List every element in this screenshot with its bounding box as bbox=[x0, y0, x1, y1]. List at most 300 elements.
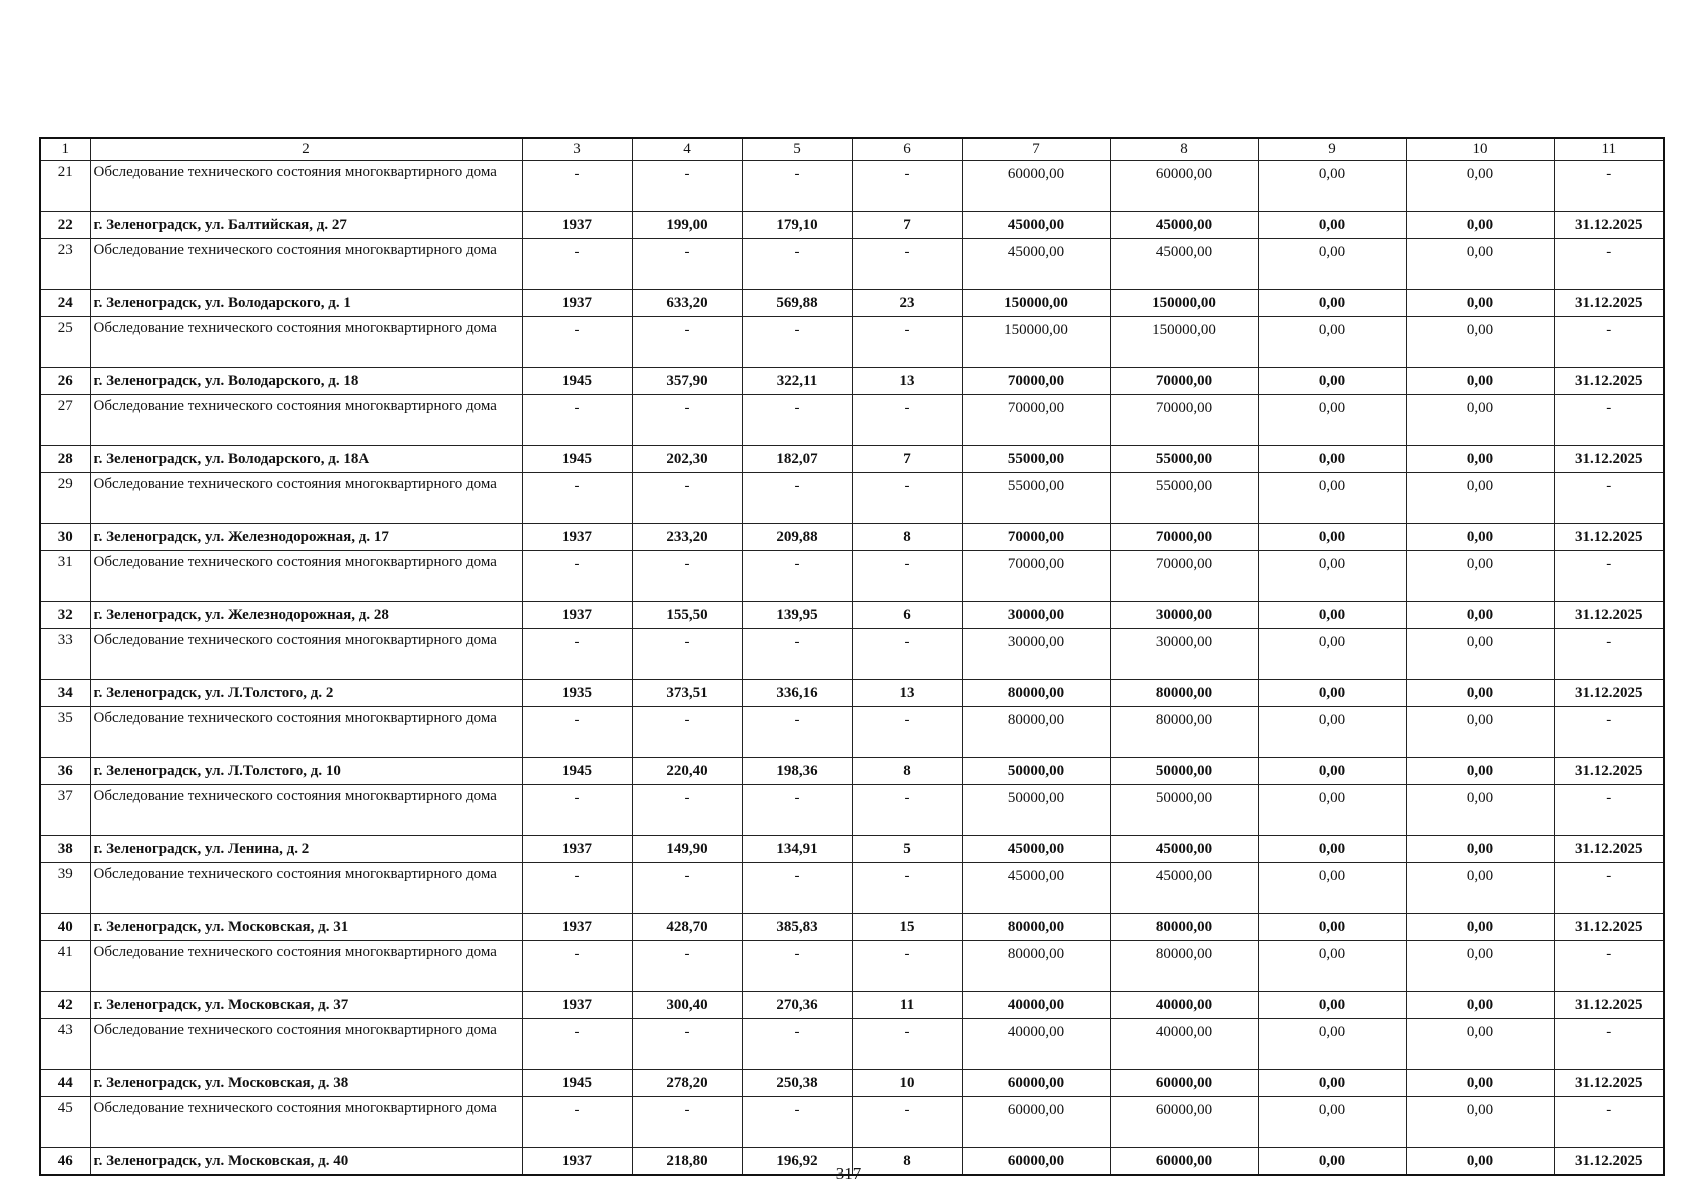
column-number-cell: 8 bbox=[1110, 138, 1258, 161]
fund-cost-cell: 45000,00 bbox=[1110, 212, 1258, 239]
other-cost-cell: 0,00 bbox=[1406, 317, 1554, 368]
residents-cell: 15 bbox=[852, 914, 962, 941]
total-cost-cell: 70000,00 bbox=[962, 368, 1110, 395]
year-built-cell: 1945 bbox=[522, 758, 632, 785]
other-cost-cell: 0,00 bbox=[1406, 1097, 1554, 1148]
fund-cost-cell: 80000,00 bbox=[1110, 914, 1258, 941]
total-area-cell: - bbox=[632, 395, 742, 446]
year-built-cell: 1937 bbox=[522, 290, 632, 317]
year-built-cell: 1937 bbox=[522, 992, 632, 1019]
total-area-cell: - bbox=[632, 629, 742, 680]
fund-cost-cell: 70000,00 bbox=[1110, 395, 1258, 446]
item-name-cell: г. Зеленоградск, ул. Балтийская, д. 27 bbox=[90, 212, 522, 239]
year-built-cell: - bbox=[522, 629, 632, 680]
item-name-cell: г. Зеленоградск, ул. Железнодорожная, д. 28 bbox=[90, 602, 522, 629]
other-cost-cell: 0,00 bbox=[1406, 212, 1554, 239]
address-row bbox=[40, 836, 1664, 863]
total-cost-cell: 45000,00 bbox=[962, 239, 1110, 290]
row-number-cell: 39 bbox=[40, 863, 90, 914]
budget-cost-cell: 0,00 bbox=[1258, 551, 1406, 602]
living-area-cell: 250,38 bbox=[742, 1070, 852, 1097]
total-cost-cell: 30000,00 bbox=[962, 602, 1110, 629]
page-number: 317 bbox=[835, 1164, 862, 1183]
fund-cost-cell: 70000,00 bbox=[1110, 368, 1258, 395]
total-area-cell: 218,80 bbox=[632, 1148, 742, 1176]
fund-cost-cell: 60000,00 bbox=[1110, 1097, 1258, 1148]
item-name-cell: г. Зеленоградск, ул. Володарского, д. 18 bbox=[90, 368, 522, 395]
budget-cost-cell: 0,00 bbox=[1258, 836, 1406, 863]
residents-cell: - bbox=[852, 239, 962, 290]
budget-cost-cell: 0,00 bbox=[1258, 368, 1406, 395]
total-area-cell: - bbox=[632, 317, 742, 368]
address-row bbox=[40, 680, 1664, 707]
row-number-cell: 43 bbox=[40, 1019, 90, 1070]
living-area-cell: 139,95 bbox=[742, 602, 852, 629]
deadline-cell: 31.12.2025 bbox=[1554, 836, 1664, 863]
fund-cost-cell: 45000,00 bbox=[1110, 863, 1258, 914]
residents-cell: - bbox=[852, 941, 962, 992]
fund-cost-cell: 40000,00 bbox=[1110, 1019, 1258, 1070]
work-item-row bbox=[40, 941, 1664, 992]
deadline-cell: - bbox=[1554, 1019, 1664, 1070]
address-row bbox=[40, 524, 1664, 551]
total-cost-cell: 70000,00 bbox=[962, 524, 1110, 551]
residents-cell: 7 bbox=[852, 446, 962, 473]
year-built-cell: - bbox=[522, 1019, 632, 1070]
other-cost-cell: 0,00 bbox=[1406, 602, 1554, 629]
item-name-cell: Обследование технического состояния многоквартирного дома bbox=[90, 317, 522, 368]
total-area-cell: - bbox=[632, 473, 742, 524]
work-item-row bbox=[40, 785, 1664, 836]
item-name-cell: г. Зеленоградск, ул. Л.Толстого, д. 2 bbox=[90, 680, 522, 707]
row-number-cell: 23 bbox=[40, 239, 90, 290]
column-number-cell: 6 bbox=[852, 138, 962, 161]
living-area-cell: 385,83 bbox=[742, 914, 852, 941]
other-cost-cell: 0,00 bbox=[1406, 863, 1554, 914]
budget-cost-cell: 0,00 bbox=[1258, 707, 1406, 758]
other-cost-cell: 0,00 bbox=[1406, 1070, 1554, 1097]
living-area-cell: 134,91 bbox=[742, 836, 852, 863]
residents-cell: 7 bbox=[852, 212, 962, 239]
fund-cost-cell: 30000,00 bbox=[1110, 629, 1258, 680]
deadline-cell: 31.12.2025 bbox=[1554, 524, 1664, 551]
budget-cost-cell: 0,00 bbox=[1258, 1148, 1406, 1176]
deadline-cell: - bbox=[1554, 629, 1664, 680]
fund-cost-cell: 70000,00 bbox=[1110, 551, 1258, 602]
work-item-row bbox=[40, 1019, 1664, 1070]
budget-cost-cell: 0,00 bbox=[1258, 239, 1406, 290]
total-area-cell: - bbox=[632, 161, 742, 212]
year-built-cell: - bbox=[522, 239, 632, 290]
total-area-cell: - bbox=[632, 863, 742, 914]
work-item-row bbox=[40, 863, 1664, 914]
row-number-cell: 35 bbox=[40, 707, 90, 758]
row-number-cell: 41 bbox=[40, 941, 90, 992]
year-built-cell: - bbox=[522, 395, 632, 446]
total-cost-cell: 150000,00 bbox=[962, 290, 1110, 317]
fund-cost-cell: 150000,00 bbox=[1110, 290, 1258, 317]
budget-cost-cell: 0,00 bbox=[1258, 629, 1406, 680]
fund-cost-cell: 60000,00 bbox=[1110, 161, 1258, 212]
fund-cost-cell: 40000,00 bbox=[1110, 992, 1258, 1019]
other-cost-cell: 0,00 bbox=[1406, 368, 1554, 395]
total-area-cell: - bbox=[632, 239, 742, 290]
other-cost-cell: 0,00 bbox=[1406, 836, 1554, 863]
other-cost-cell: 0,00 bbox=[1406, 161, 1554, 212]
item-name-cell: Обследование технического состояния многоквартирного дома bbox=[90, 863, 522, 914]
total-cost-cell: 80000,00 bbox=[962, 914, 1110, 941]
residents-cell: - bbox=[852, 785, 962, 836]
budget-cost-cell: 0,00 bbox=[1258, 1019, 1406, 1070]
item-name-cell: Обследование технического состояния многоквартирного дома bbox=[90, 629, 522, 680]
deadline-cell: - bbox=[1554, 941, 1664, 992]
total-cost-cell: 80000,00 bbox=[962, 680, 1110, 707]
other-cost-cell: 0,00 bbox=[1406, 680, 1554, 707]
fund-cost-cell: 55000,00 bbox=[1110, 473, 1258, 524]
address-row bbox=[40, 758, 1664, 785]
year-built-cell: 1945 bbox=[522, 368, 632, 395]
row-number-cell: 44 bbox=[40, 1070, 90, 1097]
row-number-cell: 28 bbox=[40, 446, 90, 473]
document-table bbox=[39, 137, 1665, 1176]
item-name-cell: Обследование технического состояния многоквартирного дома bbox=[90, 239, 522, 290]
residents-cell: - bbox=[852, 629, 962, 680]
column-number-cell: 11 bbox=[1554, 138, 1664, 161]
year-built-cell: - bbox=[522, 707, 632, 758]
year-built-cell: - bbox=[522, 473, 632, 524]
item-name-cell: Обследование технического состояния многоквартирного дома bbox=[90, 551, 522, 602]
item-name-cell: Обследование технического состояния многоквартирного дома bbox=[90, 1097, 522, 1148]
deadline-cell: - bbox=[1554, 707, 1664, 758]
deadline-cell: 31.12.2025 bbox=[1554, 446, 1664, 473]
row-number-cell: 38 bbox=[40, 836, 90, 863]
item-name-cell: г. Зеленоградск, ул. Железнодорожная, д. 17 bbox=[90, 524, 522, 551]
other-cost-cell: 0,00 bbox=[1406, 629, 1554, 680]
living-area-cell: - bbox=[742, 551, 852, 602]
residents-cell: 5 bbox=[852, 836, 962, 863]
address-row bbox=[40, 602, 1664, 629]
budget-cost-cell: 0,00 bbox=[1258, 290, 1406, 317]
budget-cost-cell: 0,00 bbox=[1258, 941, 1406, 992]
other-cost-cell: 0,00 bbox=[1406, 785, 1554, 836]
total-cost-cell: 70000,00 bbox=[962, 395, 1110, 446]
total-cost-cell: 40000,00 bbox=[962, 992, 1110, 1019]
living-area-cell: 336,16 bbox=[742, 680, 852, 707]
total-area-cell: - bbox=[632, 551, 742, 602]
deadline-cell: - bbox=[1554, 161, 1664, 212]
total-area-cell: - bbox=[632, 707, 742, 758]
living-area-cell: 209,88 bbox=[742, 524, 852, 551]
budget-cost-cell: 0,00 bbox=[1258, 914, 1406, 941]
budget-cost-cell: 0,00 bbox=[1258, 473, 1406, 524]
total-area-cell: 233,20 bbox=[632, 524, 742, 551]
living-area-cell: 196,92 bbox=[742, 1148, 852, 1176]
fund-cost-cell: 50000,00 bbox=[1110, 785, 1258, 836]
column-number-cell: 1 bbox=[40, 138, 90, 161]
deadline-cell: - bbox=[1554, 551, 1664, 602]
residents-cell: - bbox=[852, 317, 962, 368]
total-area-cell: 220,40 bbox=[632, 758, 742, 785]
item-name-cell: г. Зеленоградск, ул. Володарского, д. 1 bbox=[90, 290, 522, 317]
year-built-cell: - bbox=[522, 551, 632, 602]
fund-cost-cell: 80000,00 bbox=[1110, 941, 1258, 992]
work-item-row bbox=[40, 161, 1664, 212]
address-row bbox=[40, 212, 1664, 239]
budget-cost-cell: 0,00 bbox=[1258, 395, 1406, 446]
other-cost-cell: 0,00 bbox=[1406, 239, 1554, 290]
column-number-cell: 9 bbox=[1258, 138, 1406, 161]
residents-cell: - bbox=[852, 863, 962, 914]
item-name-cell: г. Зеленоградск, ул. Володарского, д. 18А bbox=[90, 446, 522, 473]
fund-cost-cell: 70000,00 bbox=[1110, 524, 1258, 551]
year-built-cell: 1937 bbox=[522, 602, 632, 629]
year-built-cell: - bbox=[522, 785, 632, 836]
total-cost-cell: 60000,00 bbox=[962, 1097, 1110, 1148]
deadline-cell: 31.12.2025 bbox=[1554, 368, 1664, 395]
residents-cell: - bbox=[852, 1019, 962, 1070]
item-name-cell: г. Зеленоградск, ул. Московская, д. 38 bbox=[90, 1070, 522, 1097]
year-built-cell: - bbox=[522, 317, 632, 368]
item-name-cell: Обследование технического состояния многоквартирного дома bbox=[90, 395, 522, 446]
other-cost-cell: 0,00 bbox=[1406, 446, 1554, 473]
other-cost-cell: 0,00 bbox=[1406, 707, 1554, 758]
row-number-cell: 30 bbox=[40, 524, 90, 551]
total-cost-cell: 55000,00 bbox=[962, 446, 1110, 473]
budget-cost-cell: 0,00 bbox=[1258, 161, 1406, 212]
item-name-cell: Обследование технического состояния многоквартирного дома bbox=[90, 941, 522, 992]
item-name-cell: г. Зеленоградск, ул. Ленина, д. 2 bbox=[90, 836, 522, 863]
fund-cost-cell: 45000,00 bbox=[1110, 836, 1258, 863]
living-area-cell: - bbox=[742, 239, 852, 290]
year-built-cell: 1937 bbox=[522, 836, 632, 863]
total-cost-cell: 45000,00 bbox=[962, 212, 1110, 239]
living-area-cell: 569,88 bbox=[742, 290, 852, 317]
total-cost-cell: 150000,00 bbox=[962, 317, 1110, 368]
row-number-cell: 40 bbox=[40, 914, 90, 941]
total-area-cell: 428,70 bbox=[632, 914, 742, 941]
row-number-cell: 37 bbox=[40, 785, 90, 836]
total-cost-cell: 70000,00 bbox=[962, 551, 1110, 602]
total-area-cell: 278,20 bbox=[632, 1070, 742, 1097]
living-area-cell: - bbox=[742, 317, 852, 368]
fund-cost-cell: 55000,00 bbox=[1110, 446, 1258, 473]
item-name-cell: Обследование технического состояния многоквартирного дома bbox=[90, 1019, 522, 1070]
total-cost-cell: 60000,00 bbox=[962, 1148, 1110, 1176]
deadline-cell: - bbox=[1554, 317, 1664, 368]
total-area-cell: 155,50 bbox=[632, 602, 742, 629]
total-area-cell: - bbox=[632, 785, 742, 836]
year-built-cell: 1937 bbox=[522, 212, 632, 239]
living-area-cell: - bbox=[742, 161, 852, 212]
living-area-cell: - bbox=[742, 473, 852, 524]
total-cost-cell: 50000,00 bbox=[962, 758, 1110, 785]
deadline-cell: - bbox=[1554, 239, 1664, 290]
row-number-cell: 34 bbox=[40, 680, 90, 707]
row-number-cell: 26 bbox=[40, 368, 90, 395]
total-cost-cell: 30000,00 bbox=[962, 629, 1110, 680]
residents-cell: 23 bbox=[852, 290, 962, 317]
total-area-cell: 633,20 bbox=[632, 290, 742, 317]
living-area-cell: - bbox=[742, 395, 852, 446]
column-number-cell: 7 bbox=[962, 138, 1110, 161]
total-area-cell: - bbox=[632, 1019, 742, 1070]
budget-cost-cell: 0,00 bbox=[1258, 212, 1406, 239]
total-area-cell: 357,90 bbox=[632, 368, 742, 395]
fund-cost-cell: 30000,00 bbox=[1110, 602, 1258, 629]
row-number-cell: 31 bbox=[40, 551, 90, 602]
address-row bbox=[40, 1070, 1664, 1097]
item-name-cell: г. Зеленоградск, ул. Московская, д. 40 bbox=[90, 1148, 522, 1176]
other-cost-cell: 0,00 bbox=[1406, 290, 1554, 317]
residents-cell: - bbox=[852, 473, 962, 524]
total-area-cell: 149,90 bbox=[632, 836, 742, 863]
budget-cost-cell: 0,00 bbox=[1258, 758, 1406, 785]
total-area-cell: 373,51 bbox=[632, 680, 742, 707]
column-number-cell: 2 bbox=[90, 138, 522, 161]
residents-cell: 8 bbox=[852, 524, 962, 551]
budget-cost-cell: 0,00 bbox=[1258, 863, 1406, 914]
work-item-row bbox=[40, 1097, 1664, 1148]
living-area-cell: 198,36 bbox=[742, 758, 852, 785]
column-number-cell: 10 bbox=[1406, 138, 1554, 161]
living-area-cell: - bbox=[742, 785, 852, 836]
deadline-cell: 31.12.2025 bbox=[1554, 680, 1664, 707]
residents-cell: 10 bbox=[852, 1070, 962, 1097]
residents-cell: - bbox=[852, 395, 962, 446]
residents-cell: 8 bbox=[852, 1148, 962, 1176]
row-number-cell: 32 bbox=[40, 602, 90, 629]
budget-cost-cell: 0,00 bbox=[1258, 602, 1406, 629]
address-row bbox=[40, 992, 1664, 1019]
row-number-cell: 33 bbox=[40, 629, 90, 680]
living-area-cell: 270,36 bbox=[742, 992, 852, 1019]
year-built-cell: - bbox=[522, 941, 632, 992]
other-cost-cell: 0,00 bbox=[1406, 758, 1554, 785]
year-built-cell: 1935 bbox=[522, 680, 632, 707]
item-name-cell: Обследование технического состояния многоквартирного дома bbox=[90, 161, 522, 212]
deadline-cell: - bbox=[1554, 473, 1664, 524]
residents-cell: 6 bbox=[852, 602, 962, 629]
year-built-cell: - bbox=[522, 1097, 632, 1148]
work-item-row bbox=[40, 317, 1664, 368]
column-number-cell: 4 bbox=[632, 138, 742, 161]
total-cost-cell: 45000,00 bbox=[962, 836, 1110, 863]
item-name-cell: Обследование технического состояния многоквартирного дома bbox=[90, 707, 522, 758]
total-area-cell: 199,00 bbox=[632, 212, 742, 239]
budget-cost-cell: 0,00 bbox=[1258, 1070, 1406, 1097]
fund-cost-cell: 60000,00 bbox=[1110, 1148, 1258, 1176]
living-area-cell: 179,10 bbox=[742, 212, 852, 239]
row-number-cell: 42 bbox=[40, 992, 90, 1019]
item-name-cell: г. Зеленоградск, ул. Л.Толстого, д. 10 bbox=[90, 758, 522, 785]
row-number-cell: 27 bbox=[40, 395, 90, 446]
budget-cost-cell: 0,00 bbox=[1258, 1097, 1406, 1148]
year-built-cell: 1937 bbox=[522, 914, 632, 941]
address-row bbox=[40, 368, 1664, 395]
other-cost-cell: 0,00 bbox=[1406, 551, 1554, 602]
total-area-cell: 202,30 bbox=[632, 446, 742, 473]
other-cost-cell: 0,00 bbox=[1406, 524, 1554, 551]
year-built-cell: - bbox=[522, 863, 632, 914]
address-row bbox=[40, 446, 1664, 473]
row-number-cell: 29 bbox=[40, 473, 90, 524]
deadline-cell: - bbox=[1554, 863, 1664, 914]
column-number-row bbox=[40, 138, 1664, 161]
fund-cost-cell: 80000,00 bbox=[1110, 680, 1258, 707]
other-cost-cell: 0,00 bbox=[1406, 992, 1554, 1019]
work-item-row bbox=[40, 239, 1664, 290]
work-item-row bbox=[40, 629, 1664, 680]
row-number-cell: 24 bbox=[40, 290, 90, 317]
row-number-cell: 46 bbox=[40, 1148, 90, 1176]
other-cost-cell: 0,00 bbox=[1406, 395, 1554, 446]
residents-cell: - bbox=[852, 707, 962, 758]
total-cost-cell: 80000,00 bbox=[962, 707, 1110, 758]
total-area-cell: 300,40 bbox=[632, 992, 742, 1019]
item-name-cell: Обследование технического состояния многоквартирного дома bbox=[90, 785, 522, 836]
table-body bbox=[40, 138, 1664, 1175]
total-cost-cell: 40000,00 bbox=[962, 1019, 1110, 1070]
budget-cost-cell: 0,00 bbox=[1258, 992, 1406, 1019]
residents-cell: 8 bbox=[852, 758, 962, 785]
living-area-cell: - bbox=[742, 1019, 852, 1070]
row-number-cell: 45 bbox=[40, 1097, 90, 1148]
living-area-cell: 322,11 bbox=[742, 368, 852, 395]
fund-cost-cell: 80000,00 bbox=[1110, 707, 1258, 758]
living-area-cell: - bbox=[742, 629, 852, 680]
address-row bbox=[40, 914, 1664, 941]
other-cost-cell: 0,00 bbox=[1406, 914, 1554, 941]
residents-cell: 13 bbox=[852, 368, 962, 395]
address-row bbox=[40, 290, 1664, 317]
deadline-cell: - bbox=[1554, 785, 1664, 836]
living-area-cell: 182,07 bbox=[742, 446, 852, 473]
item-name-cell: Обследование технического состояния многоквартирного дома bbox=[90, 473, 522, 524]
budget-cost-cell: 0,00 bbox=[1258, 524, 1406, 551]
year-built-cell: 1945 bbox=[522, 1070, 632, 1097]
budget-cost-cell: 0,00 bbox=[1258, 317, 1406, 368]
item-name-cell: г. Зеленоградск, ул. Московская, д. 37 bbox=[90, 992, 522, 1019]
work-item-row bbox=[40, 707, 1664, 758]
deadline-cell: 31.12.2025 bbox=[1554, 992, 1664, 1019]
work-item-row bbox=[40, 473, 1664, 524]
total-cost-cell: 45000,00 bbox=[962, 863, 1110, 914]
residents-cell: 11 bbox=[852, 992, 962, 1019]
other-cost-cell: 0,00 bbox=[1406, 941, 1554, 992]
row-number-cell: 25 bbox=[40, 317, 90, 368]
row-number-cell: 21 bbox=[40, 161, 90, 212]
year-built-cell: 1937 bbox=[522, 524, 632, 551]
living-area-cell: - bbox=[742, 707, 852, 758]
residents-cell: - bbox=[852, 161, 962, 212]
residents-cell: - bbox=[852, 1097, 962, 1148]
other-cost-cell: 0,00 bbox=[1406, 473, 1554, 524]
total-cost-cell: 55000,00 bbox=[962, 473, 1110, 524]
column-number-cell: 5 bbox=[742, 138, 852, 161]
total-cost-cell: 60000,00 bbox=[962, 1070, 1110, 1097]
row-number-cell: 22 bbox=[40, 212, 90, 239]
deadline-cell: 31.12.2025 bbox=[1554, 758, 1664, 785]
deadline-cell: 31.12.2025 bbox=[1554, 1070, 1664, 1097]
residents-cell: 13 bbox=[852, 680, 962, 707]
total-cost-cell: 50000,00 bbox=[962, 785, 1110, 836]
fund-cost-cell: 50000,00 bbox=[1110, 758, 1258, 785]
work-item-row bbox=[40, 395, 1664, 446]
living-area-cell: - bbox=[742, 941, 852, 992]
living-area-cell: - bbox=[742, 1097, 852, 1148]
total-area-cell: - bbox=[632, 1097, 742, 1148]
total-area-cell: - bbox=[632, 941, 742, 992]
